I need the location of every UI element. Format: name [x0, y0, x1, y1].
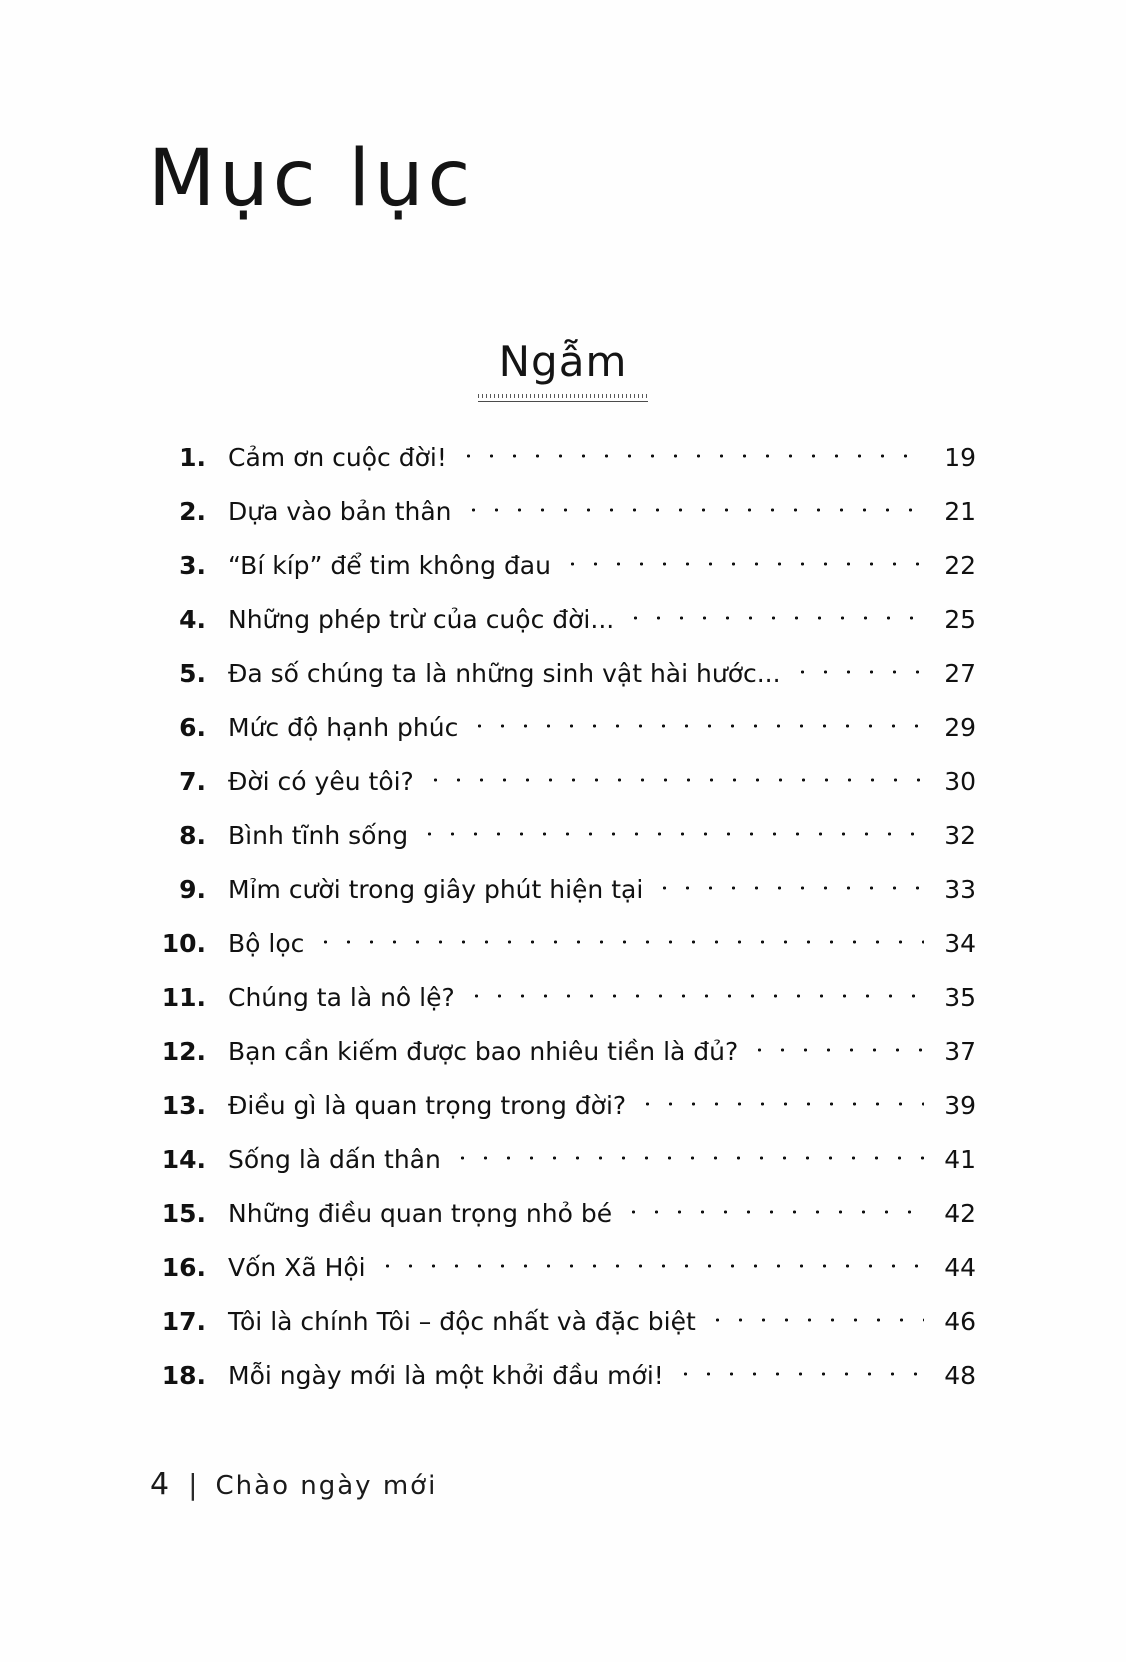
toc-entry-page: 41: [944, 1144, 976, 1174]
toc-entry[interactable]: [150, 808, 976, 862]
footer-separator: |: [188, 1468, 198, 1501]
toc-leader-dots: [706, 1305, 924, 1330]
toc-entry-page: 21: [944, 496, 976, 526]
toc-entry-number: 10.: [161, 928, 206, 958]
toc-entry-number: 16.: [161, 1252, 206, 1282]
section-heading: Ngẫm: [498, 337, 628, 386]
toc-leader-dots: [791, 657, 924, 682]
toc-entry[interactable]: [150, 1024, 976, 1078]
toc-leader-dots: [376, 1251, 924, 1276]
toc-leader-dots: [424, 765, 924, 790]
toc-entry-title: “Bí kíp” để tim không đau: [228, 550, 551, 580]
toc-entry-number: 8.: [179, 820, 206, 850]
table-of-contents: [150, 430, 976, 1402]
section-heading-block: [0, 337, 1126, 402]
toc-entry-number: 13.: [161, 1090, 206, 1120]
toc-entry-title: Vốn Xã Hội: [228, 1252, 366, 1282]
toc-entry[interactable]: [150, 484, 976, 538]
toc-leader-dots: [314, 927, 924, 952]
toc-entry[interactable]: [150, 1078, 976, 1132]
toc-leader-dots: [468, 711, 924, 736]
toc-entry-number: 2.: [179, 496, 206, 526]
toc-entry[interactable]: [150, 430, 976, 484]
toc-leader-dots: [457, 441, 924, 466]
toc-entry-page: 27: [944, 658, 976, 688]
toc-entry-title: Mỗi ngày mới là một khởi đầu mới!: [228, 1360, 664, 1390]
toc-entry[interactable]: [150, 700, 976, 754]
toc-entry-number: 7.: [179, 766, 206, 796]
toc-entry-number: 11.: [161, 982, 206, 1012]
toc-entry-number: 18.: [161, 1360, 206, 1390]
toc-leader-dots: [636, 1089, 924, 1114]
toc-entry-title: Những điều quan trọng nhỏ bé: [228, 1198, 613, 1228]
toc-leader-dots: [462, 495, 924, 520]
page-title: Mục lục: [148, 134, 475, 224]
toc-entry-number: 6.: [179, 712, 206, 742]
toc-entry-title: Bạn cần kiếm được bao nhiêu tiền là đủ?: [228, 1036, 739, 1066]
toc-leader-dots: [418, 819, 924, 844]
toc-entry-page: 30: [944, 766, 976, 796]
footer-page-number: 4: [150, 1467, 171, 1502]
toc-entry-number: 9.: [179, 874, 206, 904]
toc-entry-title: Đời có yêu tôi?: [228, 766, 414, 796]
toc-entry-title: Tôi là chính Tôi – độc nhất và đặc biệt: [228, 1306, 696, 1336]
toc-leader-dots: [674, 1359, 924, 1384]
toc-entry-number: 5.: [179, 658, 206, 688]
toc-entry-title: Bình tĩnh sống: [228, 820, 409, 850]
toc-entry-page: 33: [944, 874, 976, 904]
toc-entry-title: Bộ lọc: [228, 928, 305, 958]
toc-entry-page: 44: [944, 1252, 976, 1282]
toc-leader-dots: [451, 1143, 924, 1168]
toc-leader-dots: [622, 1197, 924, 1222]
toc-entry-number: 1.: [179, 442, 206, 472]
toc-entry-number: 4.: [179, 604, 206, 634]
toc-entry[interactable]: [150, 592, 976, 646]
toc-entry-number: 15.: [161, 1198, 206, 1228]
toc-entry[interactable]: [150, 916, 976, 970]
toc-entry-page: 19: [944, 442, 976, 472]
toc-entry[interactable]: [150, 1240, 976, 1294]
toc-entry[interactable]: [150, 862, 976, 916]
toc-entry-page: 25: [944, 604, 976, 634]
toc-entry-page: 35: [944, 982, 976, 1012]
toc-entry[interactable]: [150, 1348, 976, 1402]
page-footer: [150, 1467, 437, 1502]
toc-entry-title: Sống là dấn thân: [228, 1144, 441, 1174]
toc-entry-title: Chúng ta là nô lệ?: [228, 982, 455, 1012]
toc-entry-number: 12.: [161, 1036, 206, 1066]
toc-entry-title: Mức độ hạnh phúc: [228, 712, 459, 742]
toc-entry-page: 37: [944, 1036, 976, 1066]
toc-entry-number: 14.: [161, 1144, 206, 1174]
toc-entry-number: 3.: [179, 550, 206, 580]
toc-entry[interactable]: [150, 1294, 976, 1348]
toc-entry-page: 46: [944, 1306, 976, 1336]
toc-leader-dots: [653, 873, 924, 898]
toc-entry-title: Những phép trừ của cuộc đời...: [228, 604, 615, 634]
toc-entry-page: 32: [944, 820, 976, 850]
toc-entry[interactable]: [150, 754, 976, 808]
toc-entry-page: 29: [944, 712, 976, 742]
toc-leader-dots: [465, 981, 924, 1006]
toc-entry-title: Cảm ơn cuộc đời!: [228, 442, 447, 472]
toc-leader-dots: [624, 603, 924, 628]
footer-book-title: Chào ngày mới: [215, 1471, 438, 1501]
toc-entry-number: 17.: [161, 1306, 206, 1336]
toc-leader-dots: [561, 549, 924, 574]
toc-leader-dots: [748, 1035, 924, 1060]
toc-entry-page: 34: [944, 928, 976, 958]
toc-entry[interactable]: [150, 970, 976, 1024]
toc-entry-page: 39: [944, 1090, 976, 1120]
toc-entry-title: Đa số chúng ta là những sinh vật hài hước...: [228, 658, 781, 688]
toc-entry-page: 42: [944, 1198, 976, 1228]
toc-entry-title: Điều gì là quan trọng trong đời?: [228, 1090, 627, 1120]
toc-entry-title: Dựa vào bản thân: [228, 496, 452, 526]
toc-entry[interactable]: [150, 1186, 976, 1240]
toc-entry-page: 48: [944, 1360, 976, 1390]
toc-entry[interactable]: [150, 646, 976, 700]
toc-entry-page: 22: [944, 550, 976, 580]
section-divider: [478, 394, 648, 402]
toc-entry[interactable]: [150, 1132, 976, 1186]
toc-entry[interactable]: [150, 538, 976, 592]
toc-entry-title: Mỉm cười trong giây phút hiện tại: [228, 874, 644, 904]
